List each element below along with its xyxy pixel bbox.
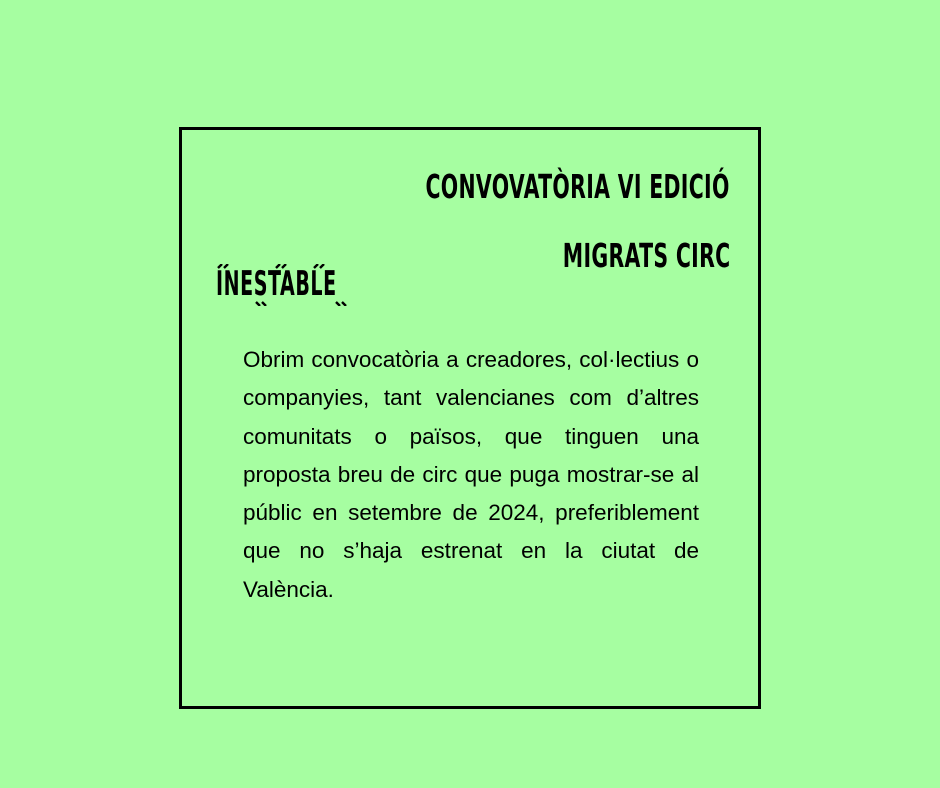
call-description: Obrim convocatòria a creadores, col·lectius o companyies, tant valencianes com d’altres comunitats o països, que tinguen una proposta breu de circ que puga mostrar-se al públic en setembre de 2024, preferiblement que no s’haja estrenat en la ciutat de València.: [243, 347, 699, 602]
inestable-logo: [216, 264, 372, 306]
logo-glitch-marks: [216, 264, 372, 306]
logo-wordmark: INESTABLE: [216, 264, 337, 304]
heading-line-2: MIGRATS CIRC: [562, 236, 730, 275]
content-frame: [179, 127, 761, 709]
heading-line-1: CONVOVATÒRIA VI EDICIÓ: [425, 167, 730, 206]
